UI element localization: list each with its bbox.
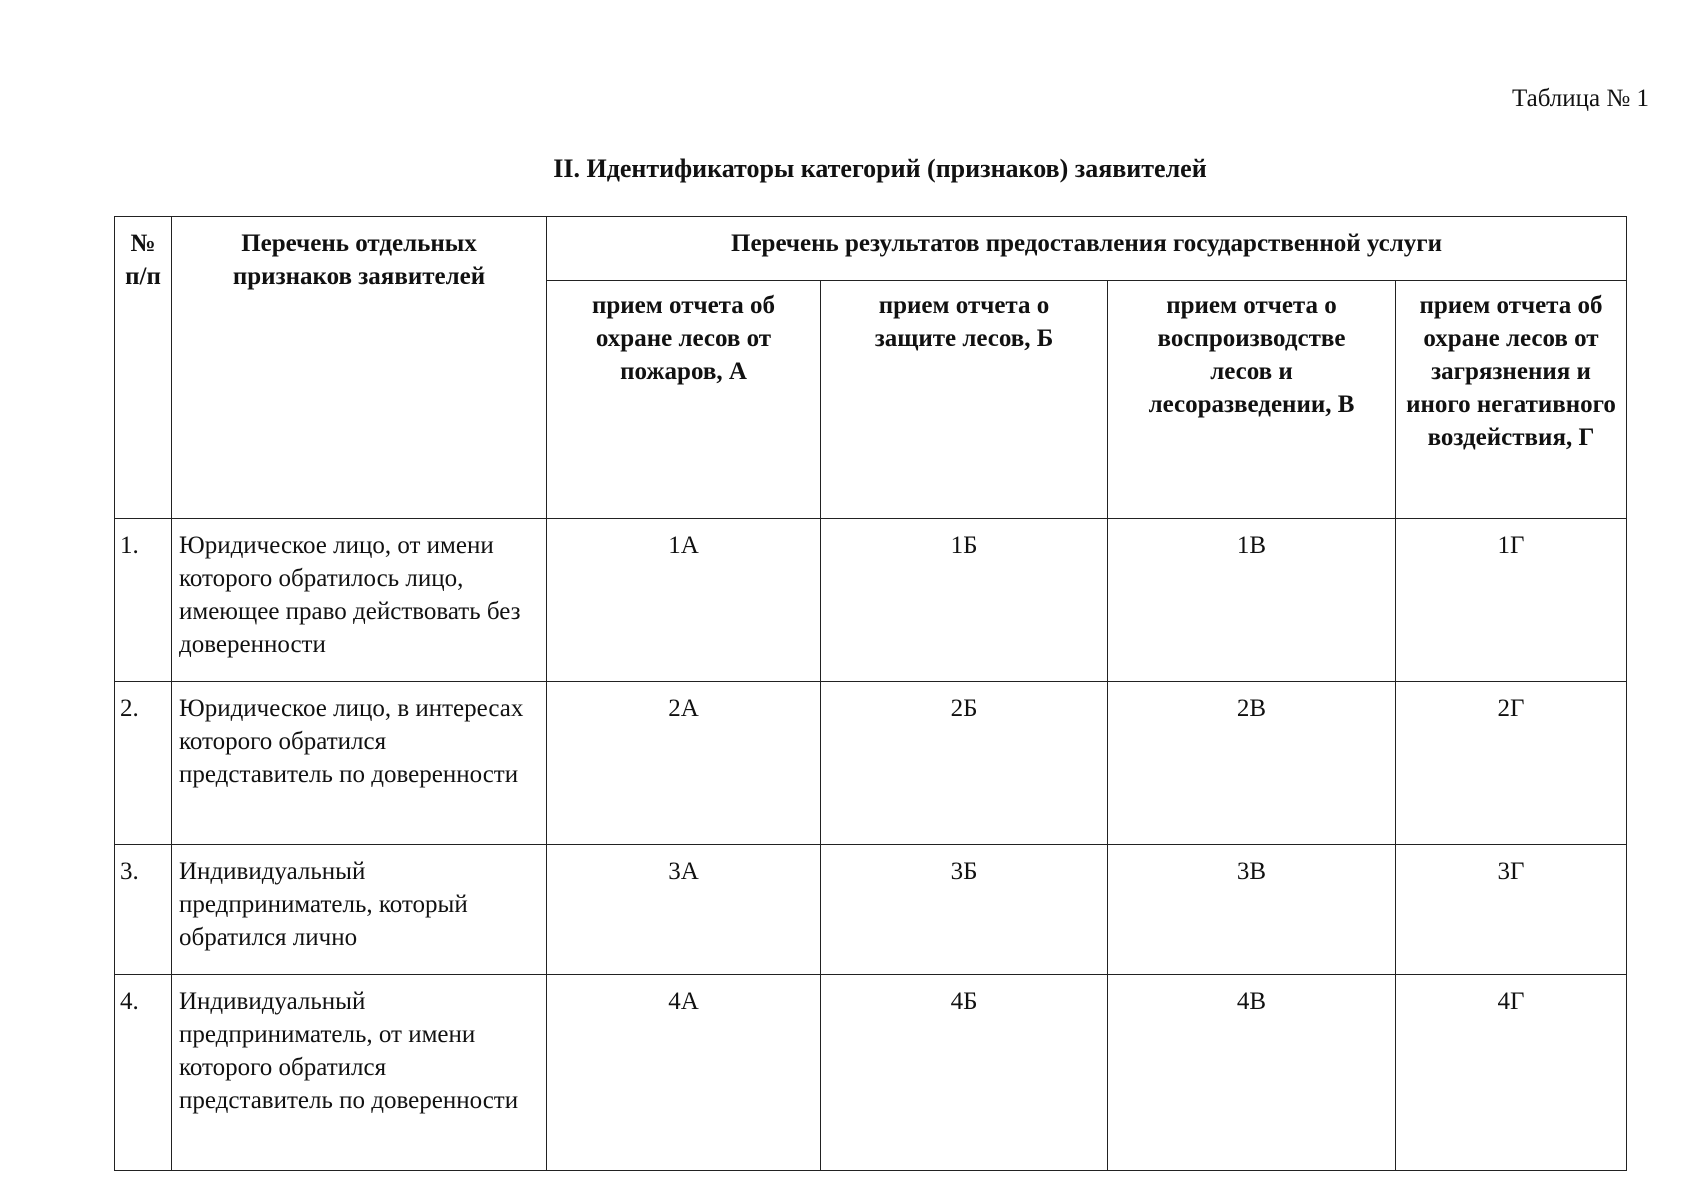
row-value-a: 1А — [547, 519, 821, 682]
header-result-g: прием отчета об охране лесов от загрязнения и иного негативного воздействия, Г — [1396, 281, 1627, 519]
row-number: 3. — [115, 845, 172, 975]
row-value-v: 1В — [1108, 519, 1396, 682]
row-description: Индивидуальный предприниматель, от имени которого обратился представитель по доверенности — [172, 975, 547, 1171]
row-value-v: 3В — [1108, 845, 1396, 975]
document-title: II. Идентификаторы категорий (признаков) заявителей — [553, 154, 1207, 183]
header-row-main — [115, 217, 1627, 281]
row-value-a: 2А — [547, 682, 821, 845]
row-value-a: 3А — [547, 845, 821, 975]
row-value-g: 4Г — [1396, 975, 1627, 1171]
row-value-g: 3Г — [1396, 845, 1627, 975]
row-value-b: 3Б — [821, 845, 1108, 975]
row-value-b: 4Б — [821, 975, 1108, 1171]
row-value-b: 2Б — [821, 682, 1108, 845]
header-result-a: прием отчета об охране лесов от пожаров, А — [547, 281, 821, 519]
header-number: № п/п — [115, 217, 172, 519]
row-description: Индивидуальный предприниматель, который обратился лично — [172, 845, 547, 975]
row-number: 4. — [115, 975, 172, 1171]
row-value-v: 2В — [1108, 682, 1396, 845]
table-row — [115, 845, 1627, 975]
table-number-label: Таблица № 1 — [1511, 85, 1649, 112]
row-value-v: 4В — [1108, 975, 1396, 1171]
header-result-b: прием отчета о защите лесов, Б — [821, 281, 1108, 519]
header-result-v: прием отчета о воспроизводстве лесов и лесоразведении, В — [1108, 281, 1396, 519]
row-value-g: 1Г — [1396, 519, 1627, 682]
row-value-b: 1Б — [821, 519, 1108, 682]
table-row — [115, 975, 1627, 1171]
table-row — [115, 682, 1627, 845]
header-applicant-signs: Перечень отдельных признаков заявителей — [172, 217, 547, 519]
row-description: Юридическое лицо, от имени которого обратилось лицо, имеющее право действовать без доверенности — [172, 519, 547, 682]
table-row — [115, 519, 1627, 682]
row-number: 2. — [115, 682, 172, 845]
row-value-a: 4А — [547, 975, 821, 1171]
row-value-g: 2Г — [1396, 682, 1627, 845]
row-number: 1. — [115, 519, 172, 682]
header-service-results: Перечень результатов предоставления государственной услуги — [547, 217, 1627, 281]
applicant-category-table — [114, 216, 1627, 1171]
row-description: Юридическое лицо, в интересах которого обратился представитель по доверенности — [172, 682, 547, 845]
